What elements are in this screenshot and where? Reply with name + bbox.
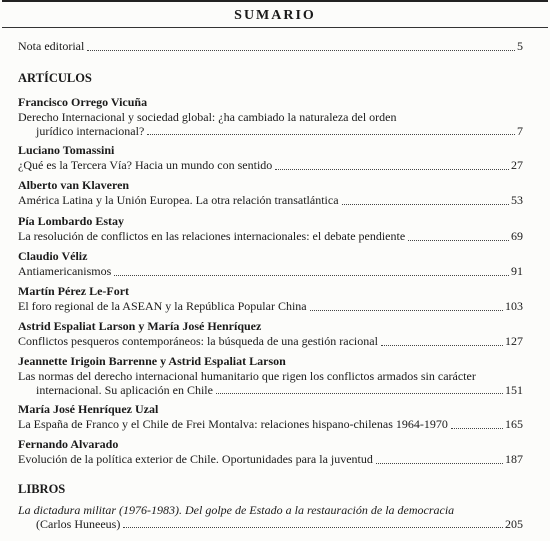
editorial-title: Nota editorial (18, 39, 85, 53)
book-title: La dictadura militar (1976-1983). Del golpe de Estado a la restauración de la democracia (18, 503, 455, 517)
article-author: María José Henríquez Uzal (18, 402, 159, 416)
article-page: 187 (505, 452, 523, 466)
article-page: 127 (505, 334, 523, 348)
article-author: Jeannette Irigoin Barrenne y Astrid Espaliat Larson (18, 354, 286, 368)
article-title: América Latina y la Unión Europea. La otra relación transatlántica (18, 193, 339, 207)
article-entry[interactable] (18, 178, 523, 208)
article-title: La resolución de conflictos en las relaciones internacionales: el debate pendiente (18, 229, 406, 243)
book-page: 205 (505, 516, 523, 531)
article-title: ¿Qué es la Tercera Vía? Hacia un mundo con sentido (18, 158, 273, 172)
article-title-continuation (18, 384, 523, 398)
article-page: 69 (511, 229, 523, 243)
article-title-row (18, 194, 523, 208)
dot-leader (451, 427, 503, 429)
dot-leader (342, 203, 509, 205)
article-title: Derecho Internacional y sociedad global: ¿ha cambiado la naturaleza del orden (18, 110, 397, 124)
editorial-entry[interactable] (18, 40, 523, 54)
article-title: Conflictos pesqueros contemporáneos: la búsqueda de una gestión racional (18, 334, 378, 348)
article-entry[interactable] (18, 319, 523, 349)
article-page: 91 (511, 264, 523, 278)
article-entry[interactable] (18, 354, 523, 397)
article-title-row (18, 230, 523, 244)
dot-leader (123, 526, 503, 528)
article-entry[interactable] (18, 143, 523, 173)
article-author: Astrid Espaliat Larson y María José Henríquez (18, 319, 262, 333)
article-page: 165 (505, 417, 523, 431)
article-title: Las normas del derecho internacional humanitario que rigen los conflictos armados sin carácter (18, 369, 476, 383)
article-author: Martín Pérez Le-Fort (18, 284, 130, 298)
article-title: Antiamericanismos (18, 264, 112, 278)
dot-leader (216, 392, 503, 394)
article-author: Fernando Alvarado (18, 437, 119, 451)
book-author: (Carlos Huneeus) (36, 516, 121, 531)
article-entry[interactable] (18, 284, 523, 314)
article-title-continuation (18, 125, 523, 139)
article-entry[interactable] (18, 95, 523, 138)
article-title: Evolución de la política exterior de Chile. Oportunidades para la juventud (18, 452, 373, 466)
article-title-row (18, 159, 523, 173)
article-title-row (18, 265, 523, 279)
dot-leader (408, 239, 509, 241)
article-title-row (18, 453, 523, 467)
article-page: 53 (511, 193, 523, 207)
article-author: Luciano Tomassini (18, 143, 115, 157)
dot-leader (147, 133, 515, 135)
dot-leader (114, 274, 509, 276)
article-entry[interactable] (18, 214, 523, 244)
article-author: Claudio Véliz (18, 249, 88, 263)
dot-leader (376, 462, 503, 464)
article-title: La España de Franco y el Chile de Frei Montalva: relaciones hispano-chilenas 1964-1970 (18, 417, 448, 431)
article-page: 151 (505, 382, 523, 397)
editorial-page: 5 (517, 39, 523, 53)
article-page: 103 (505, 299, 523, 313)
article-author: Pía Lombardo Estay (18, 214, 125, 228)
article-entry[interactable] (18, 249, 523, 279)
article-entry[interactable] (18, 437, 523, 467)
article-title-line2: jurídico internacional? (36, 123, 145, 138)
page-title: SUMARIO (234, 8, 316, 23)
dot-leader (310, 309, 503, 311)
article-page: 7 (517, 123, 523, 138)
dot-leader (381, 344, 503, 346)
article-author: Alberto van Klaveren (18, 178, 130, 192)
section-heading-libros: LIBROS (18, 482, 66, 496)
dot-leader (87, 49, 515, 51)
article-author: Francisco Orrego Vicuña (18, 95, 148, 109)
article-page: 27 (511, 158, 523, 172)
article-entry[interactable] (18, 402, 523, 432)
article-title: El foro regional de la ASEAN y la República Popular China (18, 299, 307, 313)
book-title-continuation (18, 518, 523, 532)
section-heading-articulos: ARTÍCULOS (18, 71, 92, 85)
article-title-row (18, 418, 523, 432)
book-entry[interactable] (18, 504, 523, 531)
article-title-row (18, 300, 523, 314)
dot-leader (275, 168, 509, 170)
title-divider (2, 27, 548, 28)
top-rule (2, 0, 548, 2)
article-title-line2: internacional. Su aplicación en Chile (36, 382, 213, 397)
article-title-row (18, 335, 523, 349)
